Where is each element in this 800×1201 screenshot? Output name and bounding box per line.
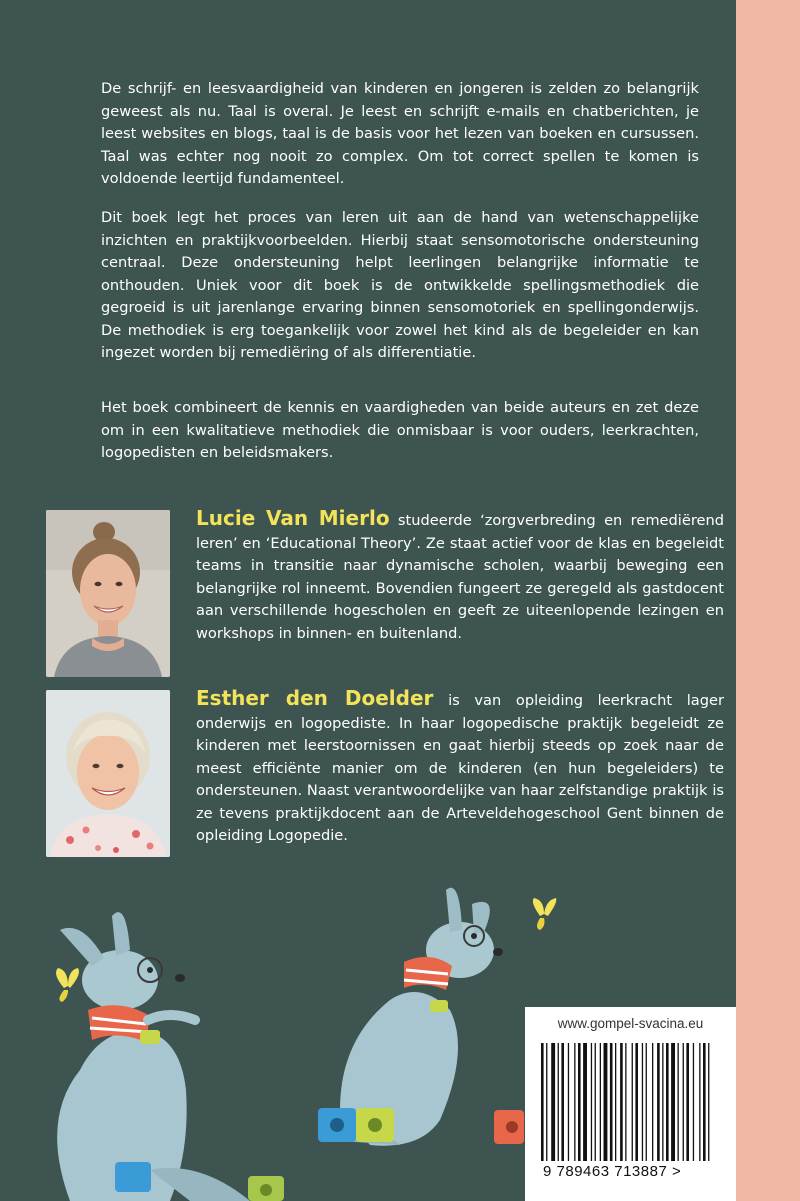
kangaroo-left [57,912,284,1201]
author-bio-lucie [196,507,724,645]
butterfly-left-icon [56,968,79,1002]
author-name-lucie: Lucie Van Mierlo [196,506,390,530]
butterfly-right-icon [533,898,556,930]
author-bio-text-esther: is van opleiding leerkracht lager onderwijs en logopediste. In haar logopedische praktijk begeleidt ze kinderen met leerstoornissen en gaat hierbij steeds op zoek naar de meest efficiënte manier om de kinderen (en hun begeleiders) te ondersteunen. Naast verantwoordelijke van haar zelfstandige praktijk is ze tevens praktijkdocent aan de Arteveldehogeschool Gent binnen de opleiding Logopedie. [196,692,724,844]
blurb-paragraph-2: Dit boek legt het proces van leren uit aan de hand van wetenschappelijke inzichten en praktijkvoorbeelden. Hierbij staat sensomotorische ondersteuning centraal. Deze ondersteuning helpt leerlingen belangrijke informatie te onthouden. Uniek voor dit boek is de ontwikkelde spellingsmethodiek die gegroeid is uit jarenlange ervaring binnen sensomotoriek en spellingonderwijs. De methodiek is erg toegankelijk voor zowel het kind als de begeleider en kan ingezet worden bij remediëring of als differentiatie. [101,209,699,361]
isbn-barcode [539,1043,723,1161]
author-photo-esther [46,690,170,857]
blurb-paragraph-1: De schrijf- en leesvaardigheid van kinderen en jongeren is zelden zo belangrijk geweest als nu. Taal is overal. Je leest en schrijft e-mails en chatberichten, je leest websites en blogs, taal is de basis voor het lezen van boeken en cursussen. Taal was echter nog nooit zo complex. Om tot correct spellen te komen is voldoende leertijd fundamenteel. [101,80,699,187]
author-bio-esther [196,687,724,848]
barcode-box [525,1007,736,1201]
publisher-url: www.gompel-svacina.eu [557,1016,704,1031]
author-bio-text-lucie: studeerde ‘zorgverbreding en remediërend leren’ en ‘Educational Theory’. Ze staat actief voor de klas en begeleidt teams in transitie naar dynamische scholen, waarbij beweging een belangrijke rol inneemt. Bovendien fungeert ze geregeld als gastdocent aan verschillende hogescholen en geeft ze uiteenlopende lezingen en workshops in binnen- en buitenland. [196,512,724,642]
kangaroo-right [318,888,524,1146]
blurb-paragraph-3: Het boek combineert de kennis en vaardigheden van beide auteurs en zet deze om in een kwalitatieve methodiek die onmisbaar is voor ouders, leerkrachten, logopedisten en beleidsmakers. [101,399,699,461]
author-photo-lucie [46,510,170,677]
spine-strip [736,0,800,1201]
author-name-esther: Esther den Doelder [196,686,434,710]
isbn-number: 9 789463 713887 > [543,1163,682,1180]
